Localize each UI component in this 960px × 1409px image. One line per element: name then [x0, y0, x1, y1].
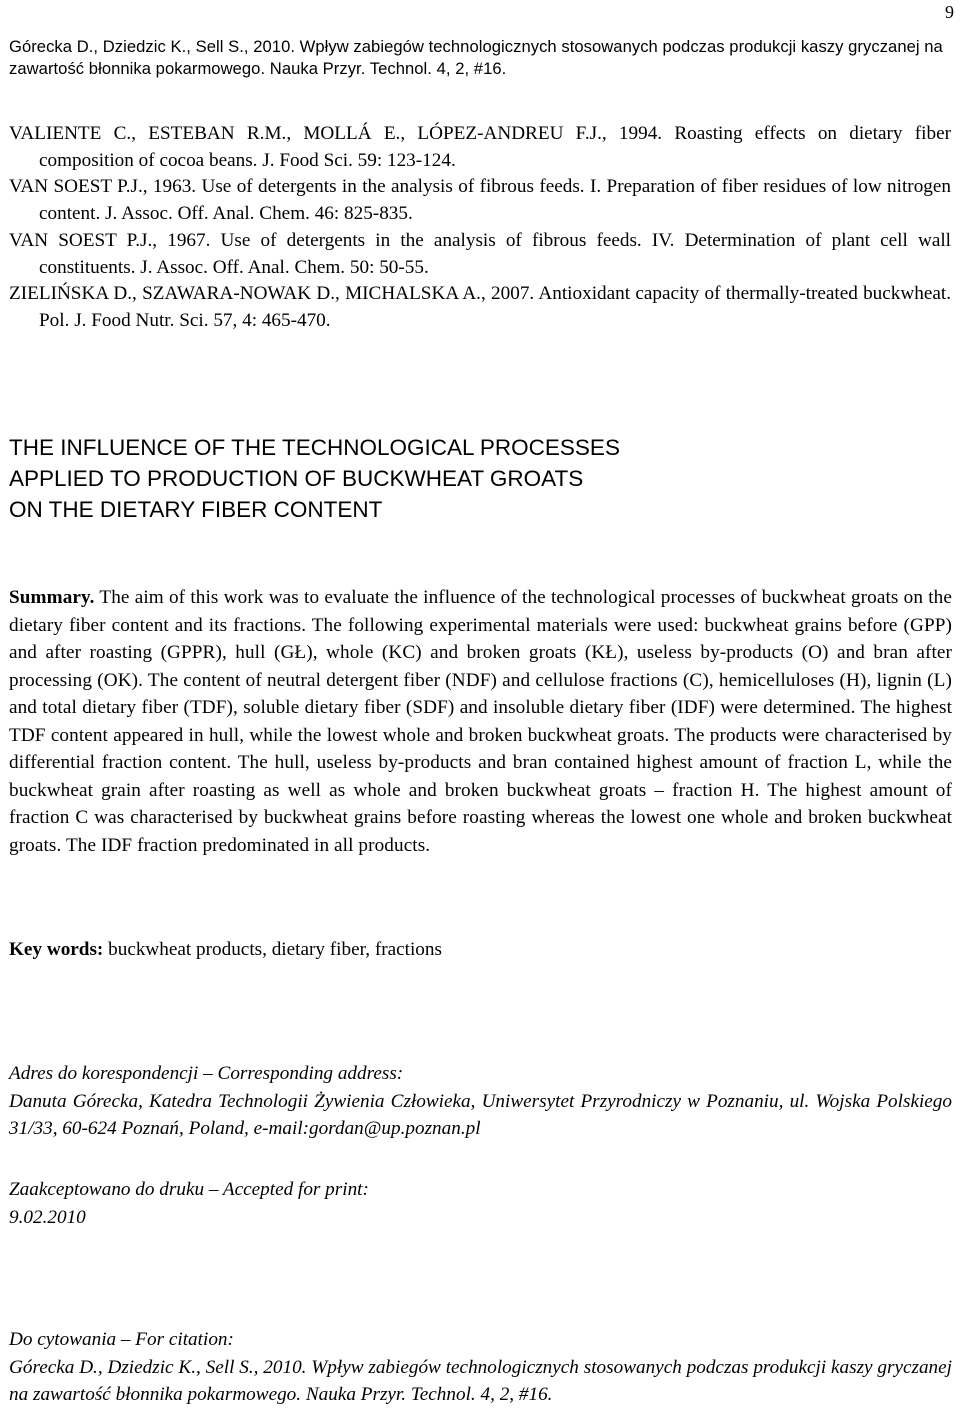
citation-text: Górecka D., Dziedzic K., Sell S., 2010. Wpływ zabiegów technologicznych stosowanych podczas produkcji kaszy gryczanej na zawartość błonnika pokarmowego. Nauka Przyr. Technol. 4, 2, #16. — [9, 1356, 952, 1405]
english-title-line: THE INFLUENCE OF THE TECHNOLOGICAL PROCESSES — [9, 435, 620, 460]
reference-item — [9, 174, 951, 227]
correspondence-text: Danuta Górecka, Katedra Technologii Żywienia Człowieka, Uniwersytet Przyrodniczy w Poznaniu, ul. Wojska Polskiego 31/33, 60-624 Poznań, Poland, e-mail:gordan@up.poznan.pl — [9, 1090, 952, 1139]
accepted-label: Zaakceptowano do druku – Accepted for print: — [9, 1179, 369, 1200]
citation-block — [9, 1326, 952, 1409]
citation-label: Do cytowania – For citation: — [9, 1329, 234, 1350]
keywords-text: buckwheat products, dietary fiber, fractions — [103, 939, 442, 960]
reference-item — [9, 228, 951, 281]
reference-authors: VALIENTE C., ESTEBAN R.M., MOLLÁ E., LÓPEZ-ANDREU F.J. — [9, 123, 602, 144]
reference-details: , 1994. Roasting effects on dietary fiber composition of cocoa beans. J. Food Sci. 59: 123-124. — [39, 123, 951, 171]
reference-details: , 1967. Use of detergents in the analysis of fibrous feeds. IV. Determination of plant cell wall constituents. J. Assoc. Off. Anal. Chem. 50: 50-55. — [39, 229, 952, 278]
reference-list — [9, 121, 951, 335]
reference-item — [9, 121, 951, 174]
english-title-line: ON THE DIETARY FIBER CONTENT — [9, 497, 383, 522]
summary-label: Summary. — [9, 587, 95, 608]
english-title-line: APPLIED TO PRODUCTION OF BUCKWHEAT GROATS — [9, 466, 584, 491]
reference-authors: ZIELIŃSKA D., SZAWARA-NOWAK D., MICHALSKA A. — [9, 283, 481, 305]
summary-text: The aim of this work was to evaluate the influence of the technological processes of buckwheat groats on the dietary fiber content and its fractions. The following experimental materials were used: buckwheat grains before (GPP) and after roasting (GPPR), hull (GŁ), whole (KC) and broken groats (KŁ), useless by-products (O) and bran after processing (OK). The content of neutral detergent fiber (NDF) and cellulose fractions (C), hemicelluloses (H), lignin (L) and total dietary fiber (TDF), soluble dietary fiber (SDF) and insoluble dietary fiber (IDF) were determined. The highest TDF content appeared in hull, while the lowest whole and broken buckwheat groats. The products were characterised by differential fraction content. The hull, useless by-products and bran contained highest amount of fraction L, while the buckwheat grain after roasting as well as whole and broken buckwheat groats – fraction H. The highest amount of fraction C was characterised by buckwheat grains before roasting whereas the lowest one whole and broken buckwheat groats. The IDF fraction predominated in all products. — [9, 587, 952, 856]
correspondence-address — [9, 1060, 952, 1143]
english-title — [9, 432, 949, 525]
keywords-label: Key words: — [9, 939, 104, 960]
page-number: 9 — [945, 2, 954, 22]
running-header: Górecka D., Dziedzic K., Sell S., 2010. Wpływ zabiegów technologicznych stosowanych podczas produkcji kaszy gryczanej na zawartość błonnika pokarmowego. Nauka Przyr. Technol. 4, 2, #16. — [9, 37, 943, 78]
keywords — [9, 936, 952, 964]
reference-item — [9, 281, 951, 334]
accepted-for-print — [9, 1176, 952, 1231]
reference-details: , 1963. Use of detergents in the analysis of fibrous feeds. I. Preparation of fiber residues of low nitrogen content. J. Assoc. Off. Anal. Chem. 46: 825-835. — [39, 176, 951, 225]
accepted-date: 9.02.2010 — [9, 1206, 86, 1228]
reference-authors: VAN SOEST P.J. — [9, 229, 153, 251]
correspondence-label: Adres do korespondencji – Corresponding address: — [9, 1063, 404, 1084]
summary-paragraph — [9, 584, 952, 859]
reference-authors: VAN SOEST P.J. — [9, 176, 143, 198]
reference-details: , 2007. Antioxidant capacity of thermally-treated buckwheat. Pol. J. Food Nutr. Sci. 57, 4: 465-470. — [39, 283, 952, 331]
